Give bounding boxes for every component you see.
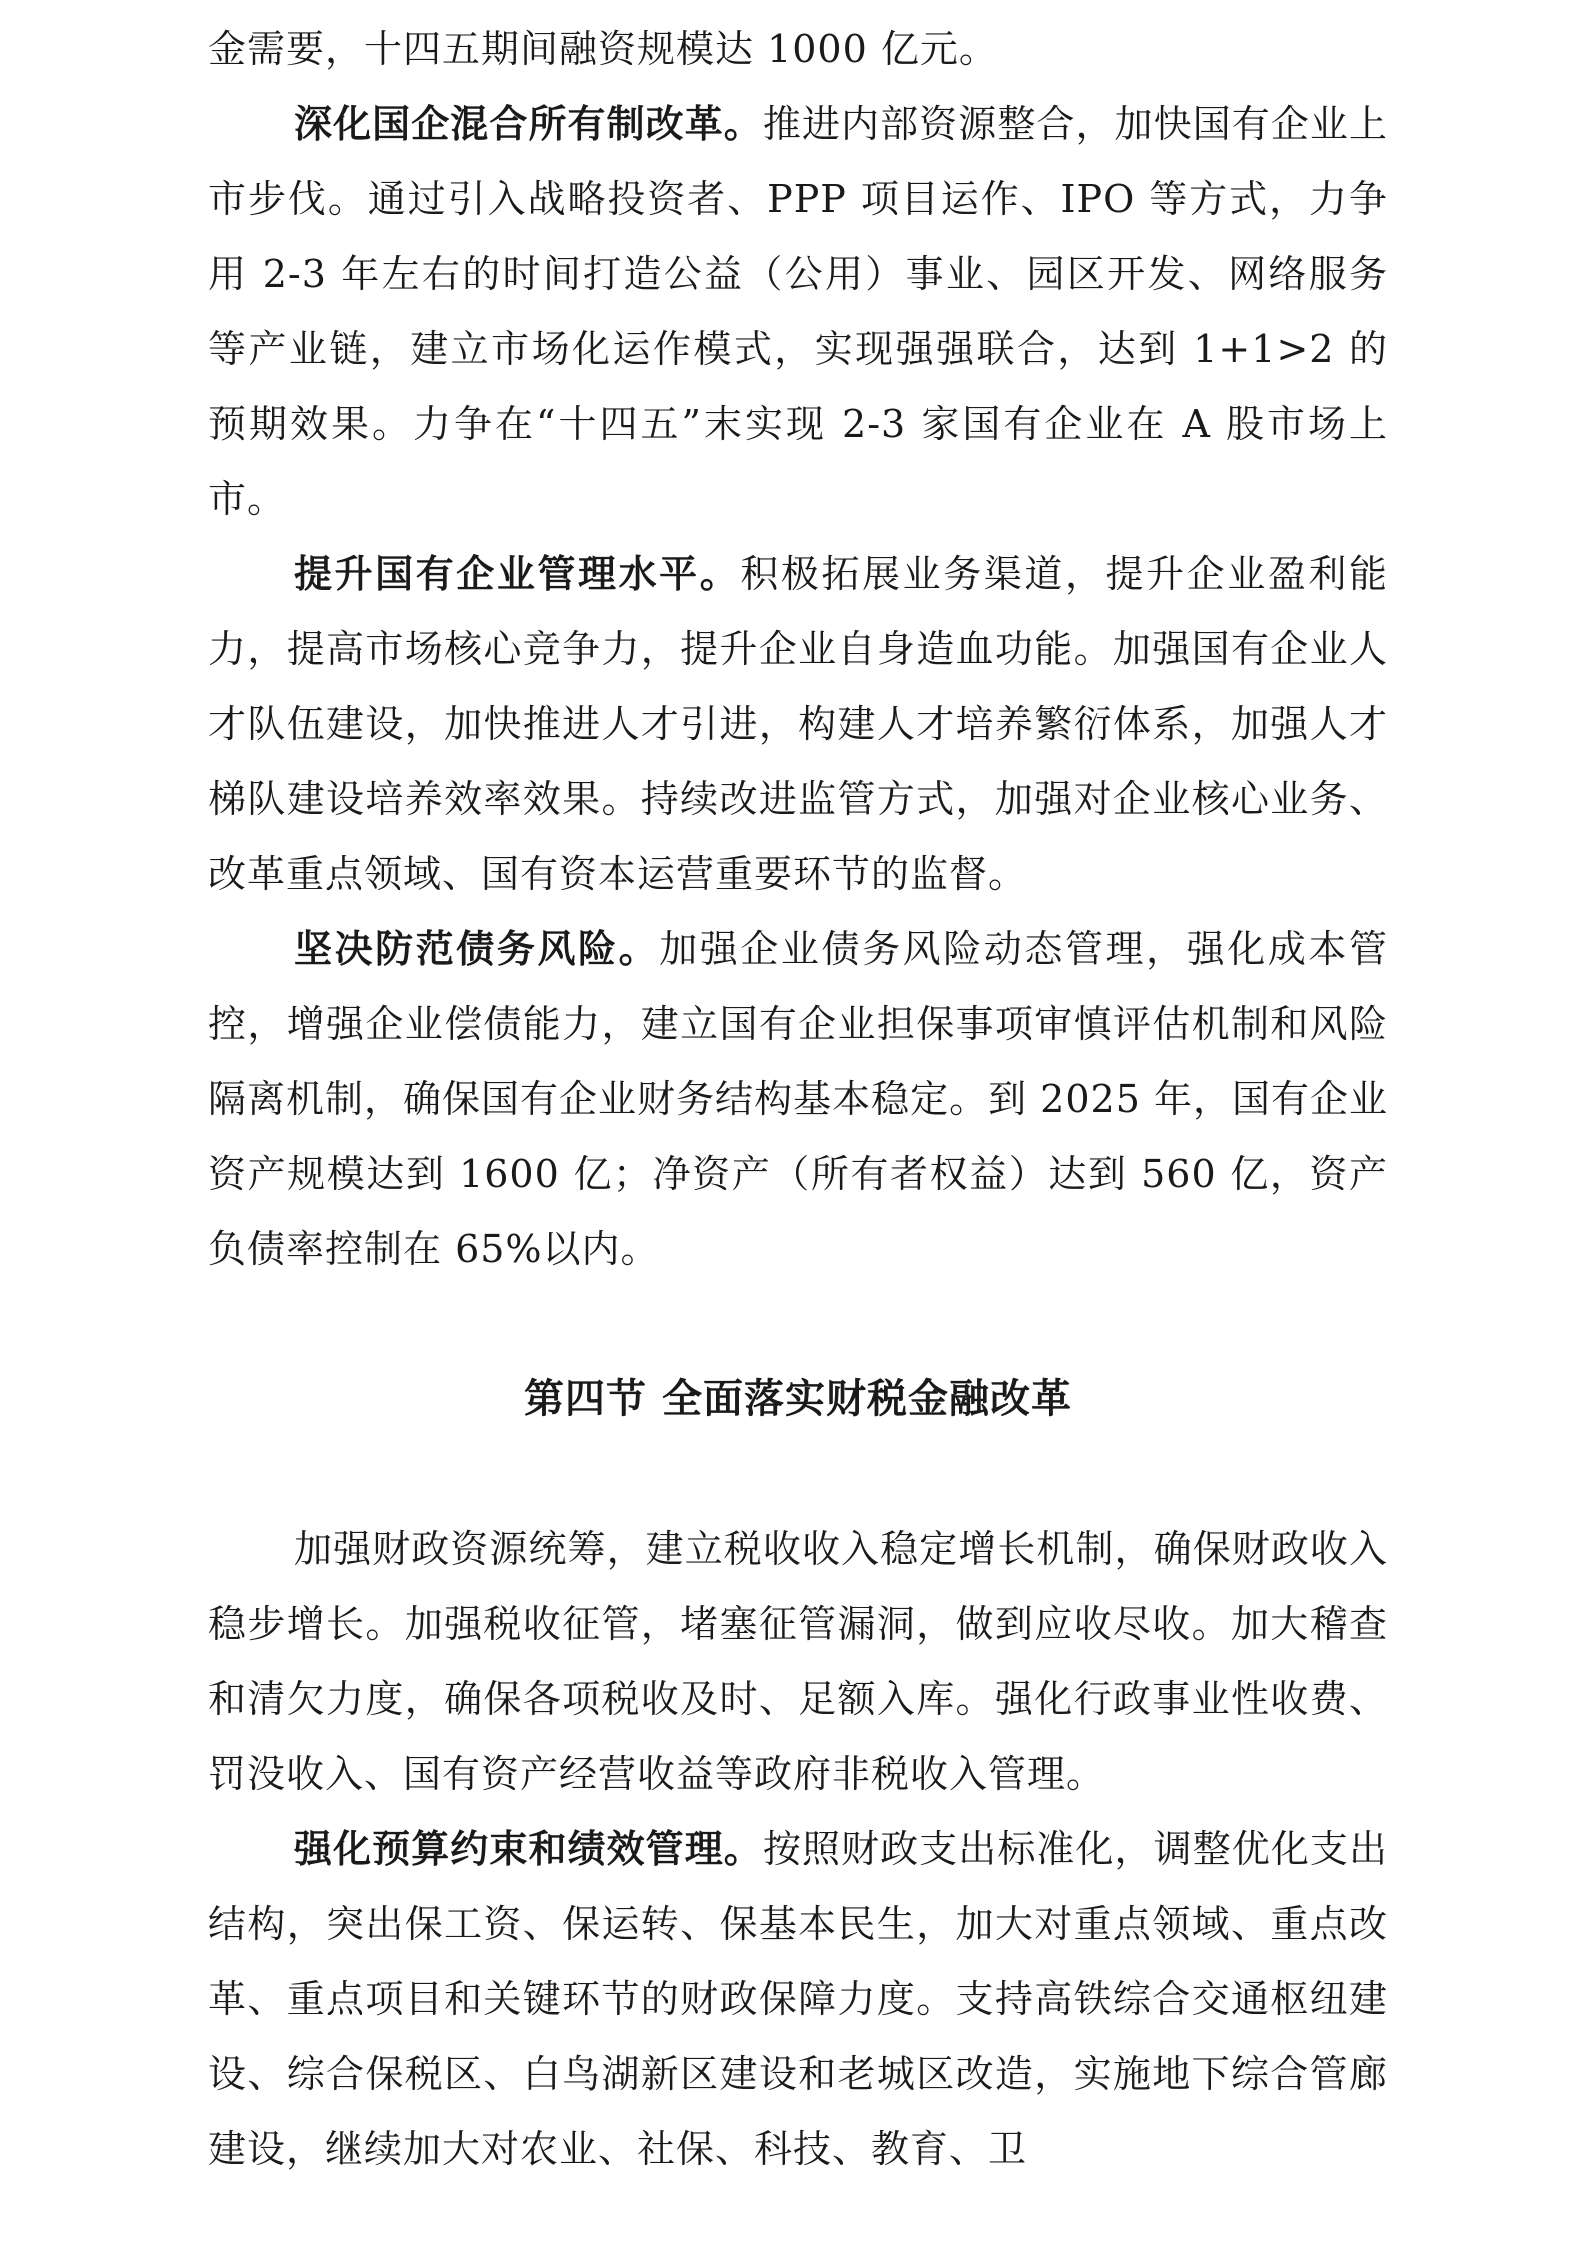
paragraph-text: 积极拓展业务渠道，提升企业盈利能力，提高市场核心竞争力，提升企业自身造血功能。加强国有企业人才队伍建设，加快推进人才引进，构建人才培养繁衍体系，加强人才梯队建设培养效率效果。持续改进监管方式，加强对企业核心业务、改革重点领域、国有资本运营重要环节的监督。: [208, 552, 1388, 896]
spacer: [208, 1287, 1388, 1362]
document-body: [208, 12, 1388, 2187]
paragraph-fiscal-resources: [208, 1512, 1388, 1812]
paragraph-funding-continuation: [208, 12, 1388, 87]
paragraph-text: 按照财政支出标准化，调整优化支出结构，突出保工资、保运转、保基本民生，加大对重点领域、重点改革、重点项目和关键环节的财政保障力度。支持高铁综合交通枢纽建设、综合保税区、白鸟湖新区建设和老城区改造，实施地下综合管廊建设，继续加大对农业、社保、科技、教育、卫: [208, 1827, 1388, 2171]
spacer: [208, 1437, 1388, 1512]
paragraph-budget-performance: [208, 1812, 1388, 2187]
paragraph-text: 金需要，十四五期间融资规模达 1000 亿元。: [208, 27, 998, 71]
paragraph-management-level: [208, 537, 1388, 912]
paragraph-text: 加强财政资源统筹，建立税收收入稳定增长机制，确保财政收入稳步增长。加强税收征管，堵塞征管漏洞，做到应收尽收。加大稽查和清欠力度，确保各项税收及时、足额入库。强化行政事业性收费、罚没收入、国有资产经营收益等政府非税收入管理。: [208, 1527, 1388, 1796]
paragraph-text: 推进内部资源整合，加快国有企业上市步伐。通过引入战略投资者、PPP 项目运作、IPO 等方式，力争用 2-3 年左右的时间打造公益（公用）事业、园区开发、网络服务等产业链，建立市场化运作模式，实现强强联合，达到 1+1>2 的预期效果。力争在“十四五”末实现 2-3 家国有企业在 A 股市场上市。: [208, 102, 1388, 521]
paragraph-lead: 提升国有企业管理水平。: [294, 552, 741, 596]
paragraph-lead: 深化国企混合所有制改革。: [294, 102, 763, 146]
paragraph-lead: 坚决防范债务风险。: [294, 927, 660, 971]
paragraph-mixed-ownership-reform: [208, 87, 1388, 537]
paragraph-lead: 强化预算约束和绩效管理。: [294, 1827, 763, 1871]
section-heading: 第四节 全面落实财税金融改革: [524, 1376, 1072, 1422]
paragraph-text: 加强企业债务风险动态管理，强化成本管控，增强企业偿债能力，建立国有企业担保事项审慎评估机制和风险隔离机制，确保国有企业财务结构基本稳定。到 2025 年，国有企业资产规模达到 1600 亿；净资产（所有者权益）达到 560 亿，资产负债率控制在 65%以内。: [208, 927, 1388, 1271]
paragraph-debt-risk: [208, 912, 1388, 1287]
